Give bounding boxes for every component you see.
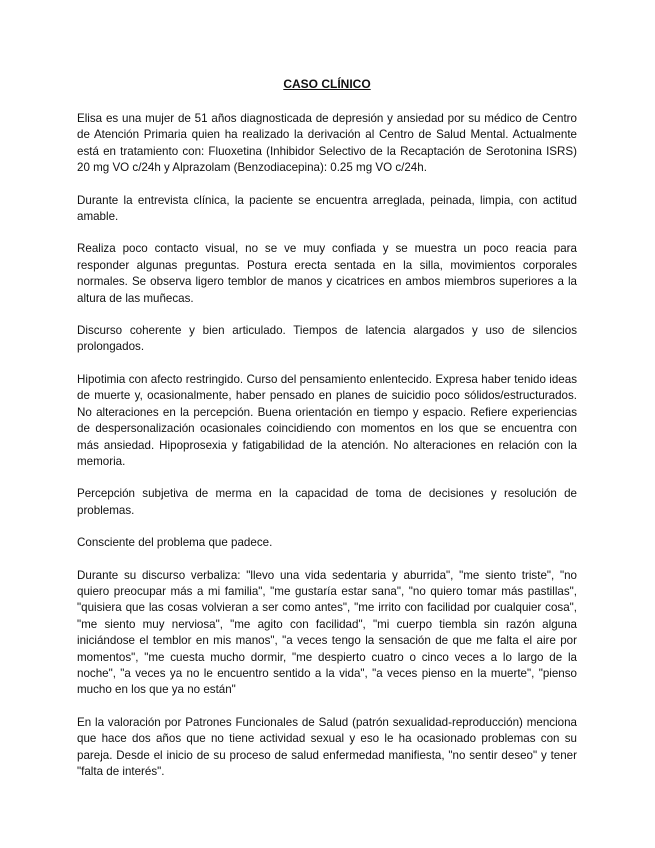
paragraph-behavior: Realiza poco contacto visual, no se ve muy confiada y se muestra un poco reacia para responder algunas preguntas. Postura erecta sentada en la silla, movimientos corporales normales. Se observa ligero temblor de manos y cicatrices en ambos miembros superiores a la altura de las muñecas. — [77, 242, 577, 305]
paragraph-decision-making: Percepción subjetiva de merma en la capacidad de toma de decisiones y resolución de problemas. — [77, 487, 577, 517]
paragraph-mood-thought: Hipotimia con afecto restringido. Curso del pensamiento enlentecido. Expresa haber tenido ideas de muerte y, ocasionalmente, haber pensado en planes de suicidio poco sólidos/estructurados. No alteraciones en la percepción. Buena orientación en tiempo y espacio. Refiere experiencias de despersonalización ocasionales coincidiendo con momentos en los que se encuentra con más ansiedad. Hipoprosexia y fatigabilidad de la atención. No alteraciones en relación con la memoria. — [77, 372, 577, 468]
paragraph-verbalizations: Durante su discurso verbaliza: "llevo una vida sedentaria y aburrida", "me siento triste", "no quiero preocupar más a mi familia", "me gustaría estar sana", "no quiero tomar más pastillas", "quisiera que las cosas volvieran a ser como antes", "me irrito con facilidad por cualquier cosa", "me siento muy nerviosa", "me agito con facilidad", "mi cuerpo tiembla sin razón alguna iniciándose el temblor en mis manos", "a veces tengo la sensación de que me falta el aire por momentos", "me cuesta mucho dormir, "me despierto cuatro o cinco veces a lo largo de la noche", "a veces ya no le encuentro sentido a la vida", "a veces pienso en la muerte", "pienso mucho en los que ya no están" — [77, 568, 577, 697]
paragraph-appearance: Durante la entrevista clínica, la paciente se encuentra arreglada, peinada, limpia, con actitud amable. — [77, 193, 577, 224]
paragraph-speech: Discurso coherente y bien articulado. Tiempos de latencia alargados y uso de silencios prolongados. — [77, 324, 577, 354]
paragraph-functional-patterns: En la valoración por Patrones Funcionales de Salud (patrón sexualidad-reproducción) menciona que hace dos años que no tiene actividad sexual y eso le ha ocasionado problemas con su pareja. Desde el inicio de su proceso de salud enfermedad manifiesta, "no sentir deseo" y tener "falta de interés". — [77, 715, 577, 778]
paragraph-insight: Consciente del problema que padece. — [77, 536, 273, 550]
paragraph-introduction: Elisa es una mujer de 51 años diagnosticada de depresión y ansiedad por su médico de Centro de Atención Primaria quien ha realizado la derivación al Centro de Salud Mental. Actualmente está en tratamiento con: Fluoxetina (Inhibidor Selectivo de la Recaptación de Serotonina ISRS) 20 mg VO c/24h y Alprazolam (Benzodiacepina): 0.25 mg VO c/24h. — [77, 112, 577, 175]
document-title: CASO CLÍNICO — [283, 77, 371, 91]
